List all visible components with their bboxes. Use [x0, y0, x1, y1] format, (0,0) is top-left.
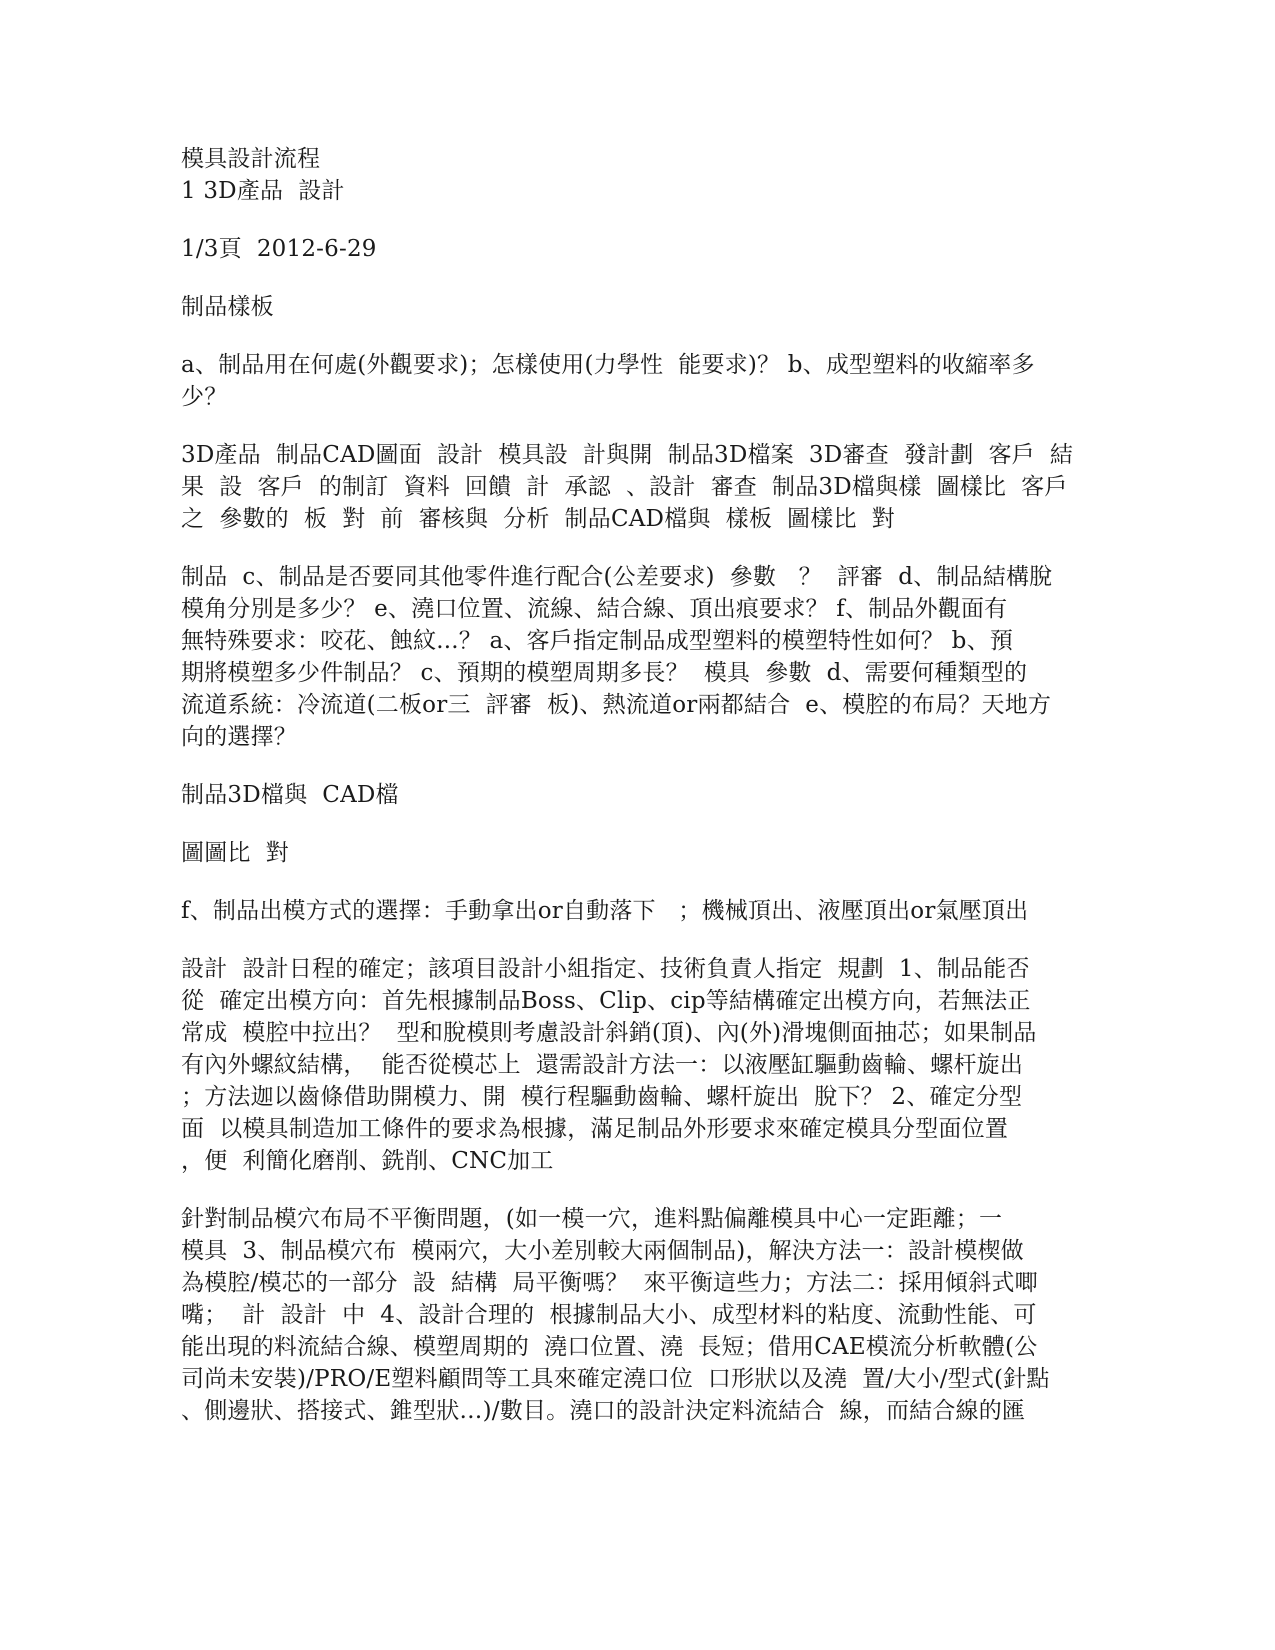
document-header — [181, 143, 1081, 207]
paragraph-line: 制品 c、制品是否要同其他零件進行配合(公差要求) 參數 ？ 評審 d、制品結構脫 — [181, 564, 1053, 590]
paragraph-line: 為模腔/模芯的一部分 設 結構 局平衡嗎？ 來平衡這些力；方法二：採用傾斜式唧 — [181, 1270, 1038, 1296]
page-info: 1/3頁 2012-6-29 — [181, 236, 377, 262]
paragraph-line: 針對制品模穴布局不平衡問題，(如一模一穴，進料點偏離模具中心一定距離；一 — [181, 1206, 1003, 1232]
paragraph-line: 少？ — [181, 384, 228, 410]
paragraph-line: 、側邊狀、搭接式、錐型狀…)/數目。澆口的設計決定料流結合 線，而結合線的匯 — [181, 1398, 1026, 1424]
paragraph-line: 從 確定出模方向：首先根據制品Boss、Clip、cip等結構確定出模方向，若無法正 — [181, 988, 1031, 1014]
paragraph-line: 3D產品 制品CAD圖面 設計 模具設 計與開 制品3D檔案 3D審查 發計劃 客戶 結 — [181, 442, 1074, 468]
paragraph-line: ，便 利簡化磨削、銑削、CNC加工 — [181, 1148, 554, 1174]
paragraph-requirements — [181, 349, 1081, 413]
paragraph-line: 面 以模具制造加工條件的要求為根據，滿足制品外形要求來確定模具分型面位置 — [181, 1116, 1009, 1142]
paragraph-line: 常成 模腔中拉出？ 型和脫模則考慮設計斜銷(頂)、內(外)滑塊側面抽芯；如果制品 — [181, 1020, 1037, 1046]
paragraph-line: 之 參數的 板 對 前 審核與 分析 制品CAD檔與 樣板 圖樣比 對 — [181, 506, 895, 532]
paragraph-parameters — [181, 561, 1081, 753]
paragraph-line: 模具 3、制品模穴布 模兩穴，大小差別較大兩個制品)，解決方法一：設計模楔做 — [181, 1238, 1024, 1264]
paragraph-design-planning — [181, 953, 1081, 1177]
paragraph-line: 能出現的料流結合線、模塑周期的 澆口位置、澆 長短；借用CAE模流分析軟體(公 — [181, 1334, 1038, 1360]
paragraph-compare — [181, 837, 1081, 869]
page-info-block — [181, 233, 1081, 265]
paragraph-line: 向的選擇？ — [181, 724, 297, 750]
paragraph-line: 期將模塑多少件制品？ c、預期的模塑周期多長？ 模具 參數 d、需要何種類型的 — [181, 660, 1028, 686]
paragraph-line: 流道系統：冷流道(二板or三 評審 板)、熱流道or兩都結合 e、模腔的布局？天地方 — [181, 692, 1052, 718]
paragraph-flow — [181, 439, 1081, 535]
paragraph-3d-cad — [181, 779, 1081, 811]
document-subtitle: 1 3D產品 設計 — [181, 178, 345, 204]
paragraph-line: 制品3D檔與 CAD檔 — [181, 782, 399, 808]
paragraph-line: 無特殊要求：咬花、蝕紋...？ a、客戶指定制品成型塑料的模塑特性如何？ b、預 — [181, 628, 1013, 654]
section-label: 制品樣板 — [181, 294, 274, 320]
paragraph-ejection — [181, 895, 1081, 927]
paragraph-line: 圖圖比 對 — [181, 840, 289, 866]
paragraph-line: f、制品出模方式的選擇：手動拿出or自動落下 ；機械頂出、液壓頂出or氣壓頂出 — [181, 898, 1029, 924]
paragraph-line: 有內外螺紋結構， 能否從模芯上 還需設計方法一：以液壓缸驅動齒輪、螺杆旋出 — [181, 1052, 1024, 1078]
paragraph-line: 模角分別是多少？ e、澆口位置、流線、結合線、頂出痕要求？ f、制品外觀面有 — [181, 596, 1008, 622]
paragraph-line: 司尚未安裝)/PRO/E塑料顧問等工具來確定澆口位 口形狀以及澆 置/大小/型式(針點 — [181, 1366, 1050, 1392]
section-label-block — [181, 291, 1081, 323]
paragraph-cavity-balance — [181, 1203, 1081, 1427]
paragraph-line: 設計 設計日程的確定；該項目設計小組指定、技術負責人指定 規劃 1、制品能否 — [181, 956, 1030, 982]
paragraph-line: ；方法迦以齒條借助開模力、開 模行程驅動齒輪、螺杆旋出 脫下？ 2、確定分型 — [181, 1084, 1023, 1110]
paragraph-line: 果 設 客戶 的制訂 資料 回饋 計 承認 、設計 審查 制品3D檔與樣 圖樣比 客戶 — [181, 474, 1068, 500]
document-page — [181, 143, 1081, 1453]
paragraph-line: a、制品用在何處(外觀要求)；怎樣使用(力學性 能要求)？ b、成型塑料的收縮率多 — [181, 352, 1035, 378]
document-title: 模具設計流程 — [181, 146, 321, 172]
paragraph-line: 嘴； 計 設計 中 4、設計合理的 根據制品大小、成型材料的粘度、流動性能、可 — [181, 1302, 1037, 1328]
